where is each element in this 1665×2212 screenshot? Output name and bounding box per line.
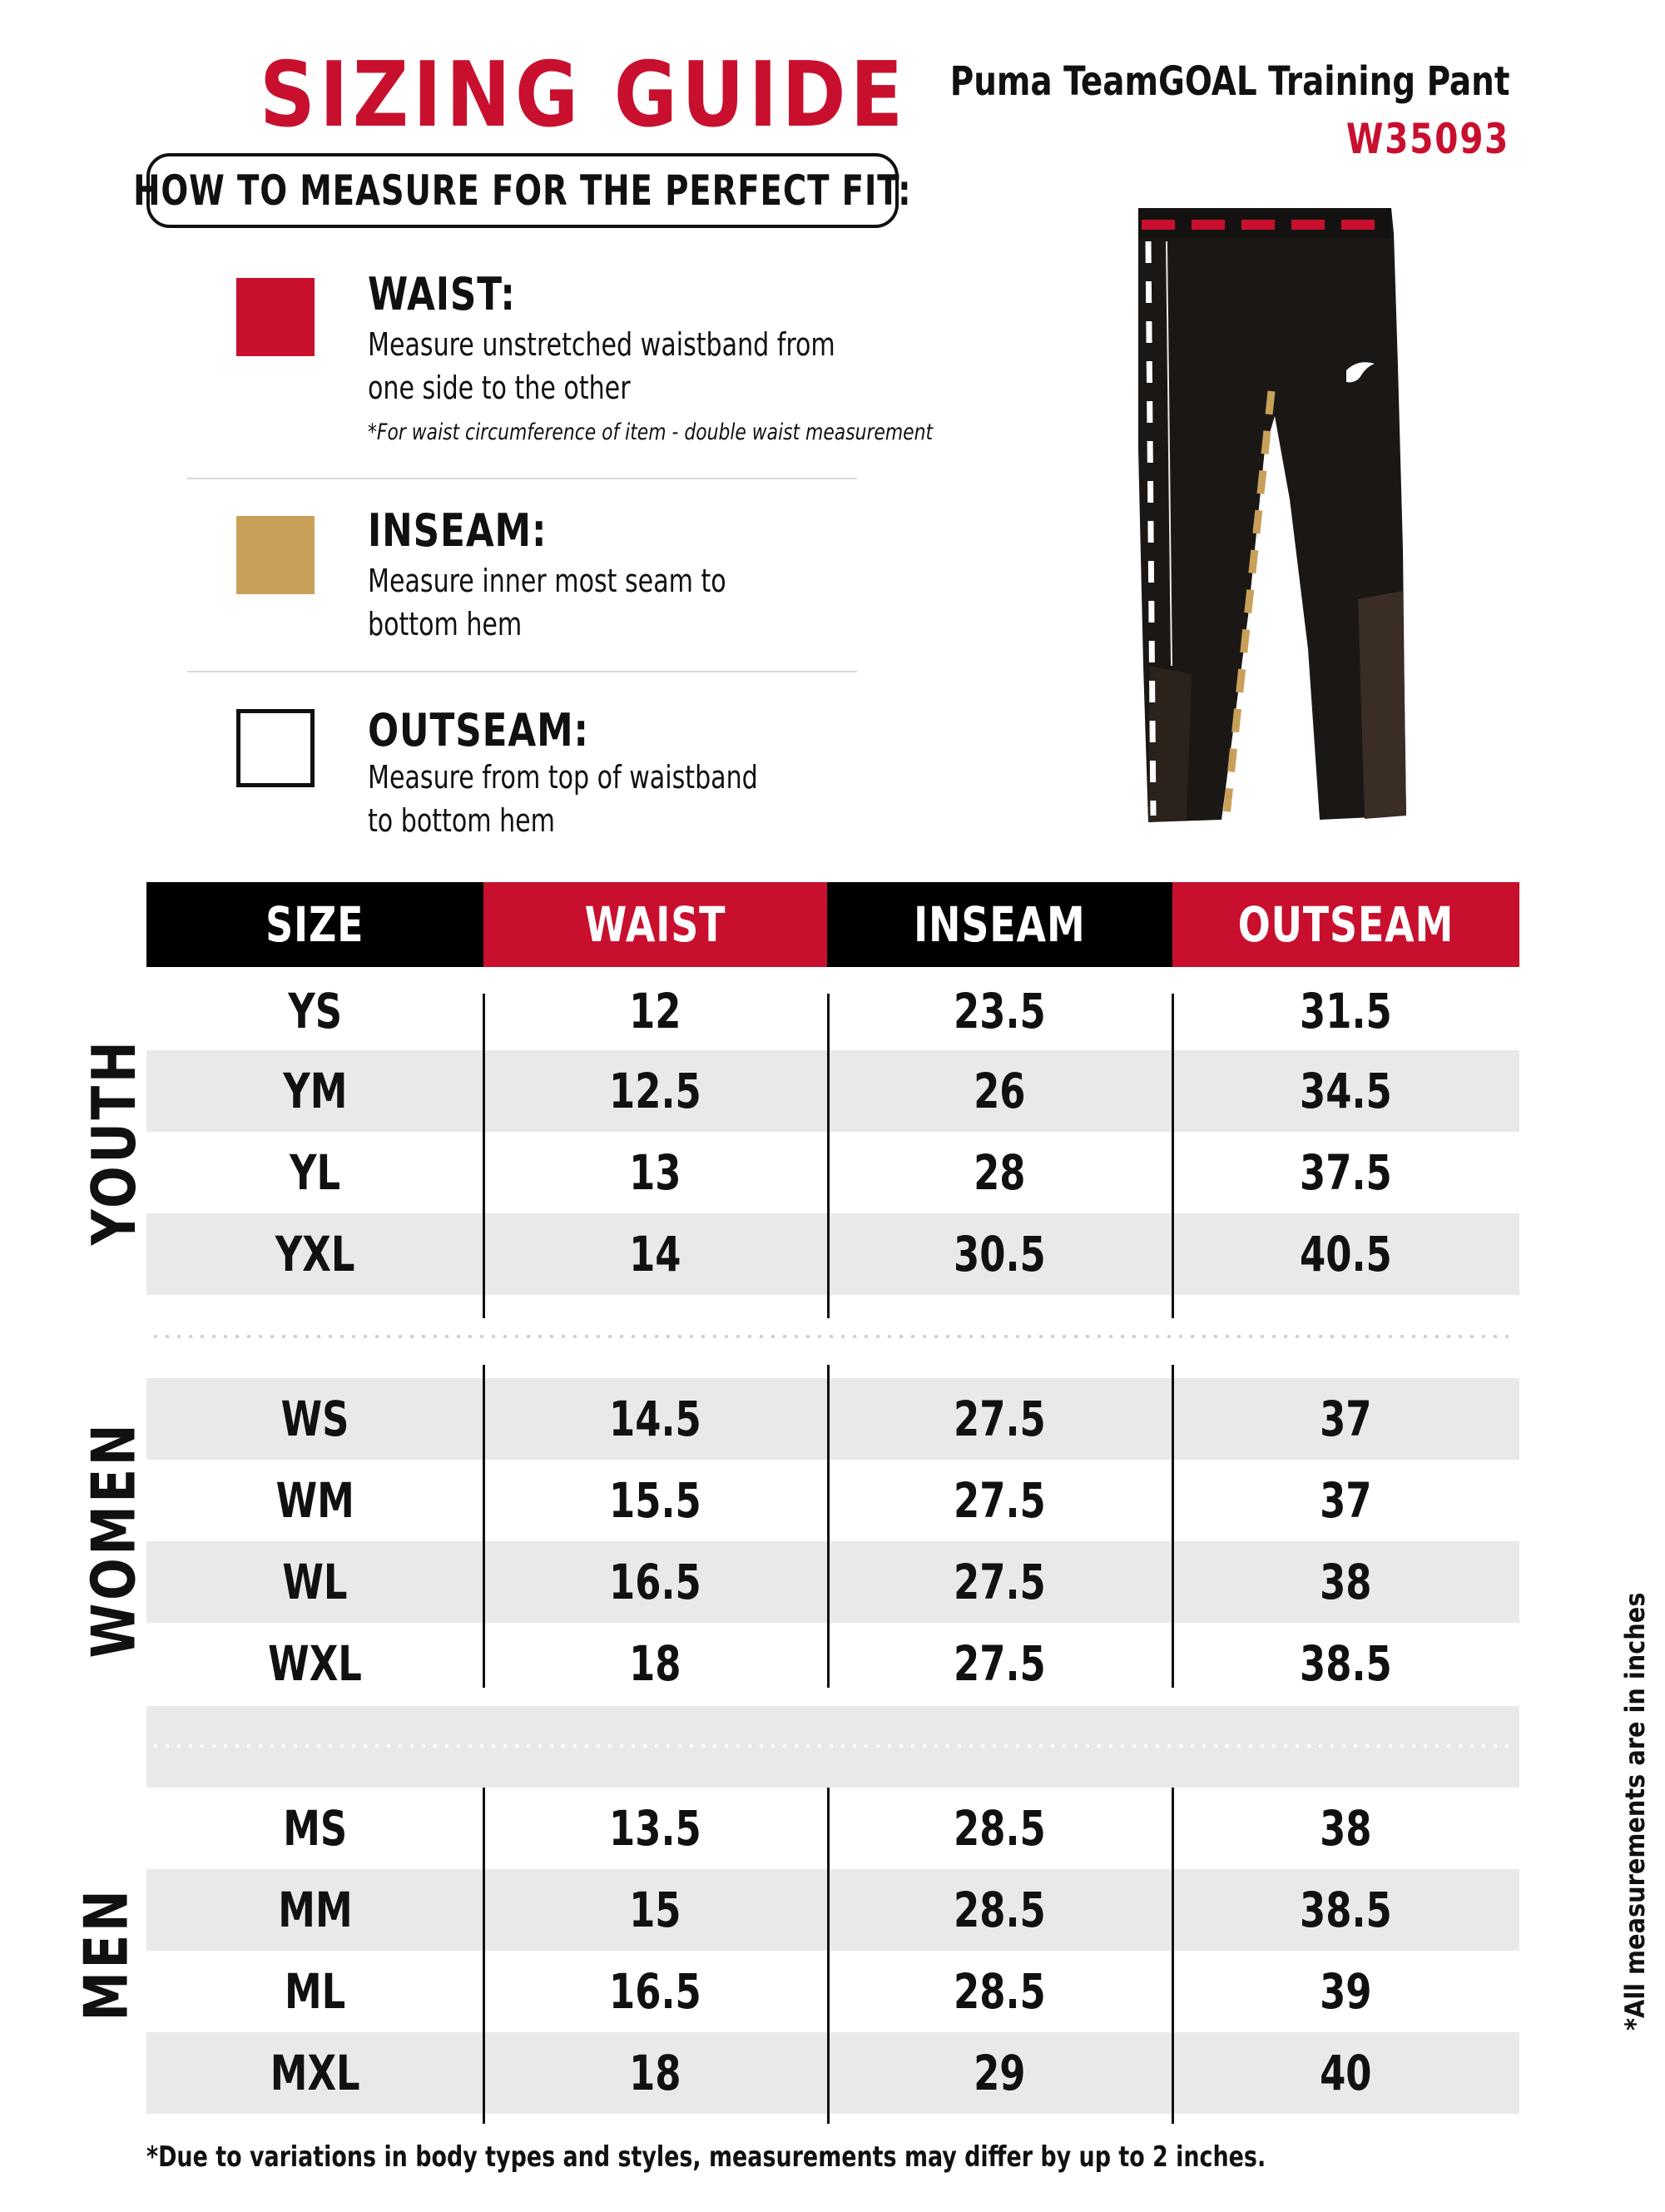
measurement-units-note: *All measurements are in inches bbox=[1619, 1592, 1651, 2031]
waist-description-line2: one side to the other bbox=[368, 369, 631, 406]
waist-cell bbox=[483, 1378, 827, 1460]
inseam-description-line2: bottom hem bbox=[368, 606, 523, 642]
size-table-header bbox=[146, 882, 1519, 967]
header-outseam bbox=[1172, 882, 1519, 967]
inseam-value: 27.5 bbox=[954, 1635, 1046, 1692]
outseam-value: 40.5 bbox=[1300, 1226, 1392, 1282]
size-value: WXL bbox=[268, 1635, 362, 1692]
inseam-cell bbox=[827, 1869, 1172, 1951]
waist-cell bbox=[483, 1050, 827, 1132]
header-waist bbox=[483, 882, 827, 967]
outseam-value: 31.5 bbox=[1300, 983, 1392, 1039]
inseam-value: 28.5 bbox=[954, 1800, 1046, 1857]
outseam-cell bbox=[1172, 1541, 1519, 1623]
outseam-value: 40 bbox=[1320, 2045, 1372, 2101]
waist-value: 15 bbox=[629, 1882, 681, 1938]
outseam-description-line1: Measure from top of waistband bbox=[368, 759, 758, 796]
outseam-cell bbox=[1172, 1869, 1519, 1951]
inseam-cell bbox=[827, 1378, 1172, 1460]
size-cell bbox=[146, 1132, 483, 1213]
header-inseam-label: INSEAM bbox=[914, 896, 1086, 953]
outseam-cell bbox=[1172, 970, 1519, 1052]
inseam-value: 23.5 bbox=[954, 983, 1046, 1039]
section-divider bbox=[150, 1744, 1514, 1748]
pant-illustration bbox=[1123, 200, 1423, 841]
outseam-cell bbox=[1172, 1132, 1519, 1213]
inseam-cell bbox=[827, 1541, 1172, 1623]
waist-value: 18 bbox=[629, 1635, 681, 1692]
inseam-cell bbox=[827, 1050, 1172, 1132]
waist-cell bbox=[483, 1213, 827, 1295]
page-title: SIZING GUIDE bbox=[260, 43, 908, 147]
size-value: WS bbox=[280, 1391, 349, 1447]
inseam-cell bbox=[827, 1623, 1172, 1704]
legend-divider bbox=[187, 671, 857, 672]
size-value: YS bbox=[288, 983, 342, 1039]
size-value: YL bbox=[289, 1144, 341, 1201]
waist-value: 13 bbox=[629, 1144, 681, 1201]
outseam-value: 37 bbox=[1320, 1472, 1372, 1529]
how-to-measure-label: HOW TO MEASURE FOR THE PERFECT FIT: bbox=[133, 166, 912, 215]
waist-cell bbox=[483, 970, 827, 1052]
outseam-heading: OUTSEAM: bbox=[368, 704, 589, 756]
outseam-cell bbox=[1172, 1378, 1519, 1460]
outseam-description-line2: to bottom hem bbox=[368, 802, 555, 839]
waist-color-swatch bbox=[236, 278, 315, 356]
waist-cell bbox=[483, 1951, 827, 2032]
inseam-cell bbox=[827, 1213, 1172, 1295]
inseam-value: 28.5 bbox=[954, 1963, 1046, 2020]
waist-value: 12.5 bbox=[609, 1063, 701, 1119]
size-value: MM bbox=[277, 1882, 353, 1938]
outseam-value: 34.5 bbox=[1300, 1063, 1392, 1119]
outseam-cell bbox=[1172, 1460, 1519, 1541]
waist-value: 18 bbox=[629, 2045, 681, 2101]
waist-cell bbox=[483, 1623, 827, 1704]
waist-value: 14 bbox=[629, 1226, 681, 1282]
size-value: MS bbox=[283, 1800, 347, 1857]
size-value: MXL bbox=[270, 2045, 360, 2101]
waist-cell bbox=[483, 1788, 827, 1869]
outseam-cell bbox=[1172, 2032, 1519, 2114]
size-cell bbox=[146, 2032, 483, 2114]
inseam-description-line1: Measure inner most seam to bbox=[368, 563, 726, 599]
inseam-cell bbox=[827, 1132, 1172, 1213]
waist-description-line1: Measure unstretched waistband from bbox=[368, 326, 835, 363]
outseam-cell bbox=[1172, 1788, 1519, 1869]
inseam-value: 27.5 bbox=[954, 1391, 1046, 1447]
waist-note: *For waist circumference of item - double waist measurement bbox=[368, 419, 934, 445]
header-inseam bbox=[827, 882, 1172, 967]
size-cell bbox=[146, 1869, 483, 1951]
header-outseam-label: OUTSEAM bbox=[1237, 896, 1454, 953]
size-value: YM bbox=[282, 1063, 348, 1119]
inseam-heading: INSEAM: bbox=[368, 504, 548, 557]
outseam-value: 38 bbox=[1320, 1800, 1372, 1857]
size-cell bbox=[146, 1951, 483, 2032]
inseam-value: 28 bbox=[974, 1144, 1026, 1201]
section-label-men: MEN bbox=[71, 1887, 141, 2021]
outseam-value: 38.5 bbox=[1300, 1635, 1392, 1692]
waist-cell bbox=[483, 1460, 827, 1541]
inseam-cell bbox=[827, 970, 1172, 1052]
waist-value: 15.5 bbox=[609, 1472, 701, 1529]
outseam-cell bbox=[1172, 1951, 1519, 2032]
inseam-value: 29 bbox=[974, 2045, 1026, 2101]
section-label-women: WOMEN bbox=[78, 1421, 149, 1659]
size-value: ML bbox=[284, 1963, 346, 2020]
inseam-color-swatch bbox=[236, 516, 315, 594]
size-value: YXL bbox=[275, 1226, 355, 1282]
inseam-cell bbox=[827, 1460, 1172, 1541]
outseam-value: 37.5 bbox=[1300, 1144, 1392, 1201]
header-size-label: SIZE bbox=[265, 896, 364, 953]
size-cell bbox=[146, 1213, 483, 1295]
outseam-value: 38.5 bbox=[1300, 1882, 1392, 1938]
size-cell bbox=[146, 1378, 483, 1460]
outseam-value: 37 bbox=[1320, 1391, 1372, 1447]
size-cell bbox=[146, 1050, 483, 1132]
outseam-value: 39 bbox=[1320, 1963, 1372, 2020]
size-cell bbox=[146, 1460, 483, 1541]
inseam-cell bbox=[827, 1951, 1172, 2032]
inseam-value: 27.5 bbox=[954, 1472, 1046, 1529]
inseam-value: 26 bbox=[974, 1063, 1026, 1119]
inseam-value: 30.5 bbox=[954, 1226, 1046, 1282]
outseam-cell bbox=[1172, 1623, 1519, 1704]
legend-divider bbox=[187, 478, 857, 479]
size-cell bbox=[146, 970, 483, 1052]
outseam-color-swatch bbox=[236, 709, 315, 787]
waist-value: 16.5 bbox=[609, 1963, 701, 2020]
waist-cell bbox=[483, 1541, 827, 1623]
waist-heading: WAIST: bbox=[368, 268, 516, 320]
size-cell bbox=[146, 1623, 483, 1704]
size-value: WL bbox=[282, 1554, 348, 1610]
inseam-cell bbox=[827, 2032, 1172, 2114]
size-cell bbox=[146, 1541, 483, 1623]
section-label-youth: YOUTH bbox=[79, 1038, 150, 1246]
waist-value: 16.5 bbox=[609, 1554, 701, 1610]
how-to-measure-banner bbox=[133, 153, 912, 228]
outseam-value: 38 bbox=[1320, 1554, 1372, 1610]
product-name: Puma TeamGOAL Training Pant bbox=[949, 58, 1509, 105]
waist-cell bbox=[483, 1132, 827, 1213]
inseam-value: 27.5 bbox=[954, 1554, 1046, 1610]
size-cell bbox=[146, 1788, 483, 1869]
waist-value: 14.5 bbox=[609, 1391, 701, 1447]
inseam-value: 28.5 bbox=[954, 1882, 1046, 1938]
size-value: WM bbox=[275, 1472, 354, 1529]
product-code: W35093 bbox=[1345, 115, 1509, 163]
header-waist-label: WAIST bbox=[584, 896, 726, 953]
waist-value: 13.5 bbox=[609, 1800, 701, 1857]
waist-cell bbox=[483, 1869, 827, 1951]
section-divider bbox=[150, 1335, 1514, 1338]
waist-value: 12 bbox=[629, 983, 681, 1039]
inseam-cell bbox=[827, 1788, 1172, 1869]
outseam-cell bbox=[1172, 1213, 1519, 1295]
outseam-cell bbox=[1172, 1050, 1519, 1132]
waist-cell bbox=[483, 2032, 827, 2114]
header-size bbox=[146, 882, 483, 967]
variation-disclaimer: *Due to variations in body types and styles, measurements may differ by up to 2 inches. bbox=[146, 2140, 1266, 2174]
